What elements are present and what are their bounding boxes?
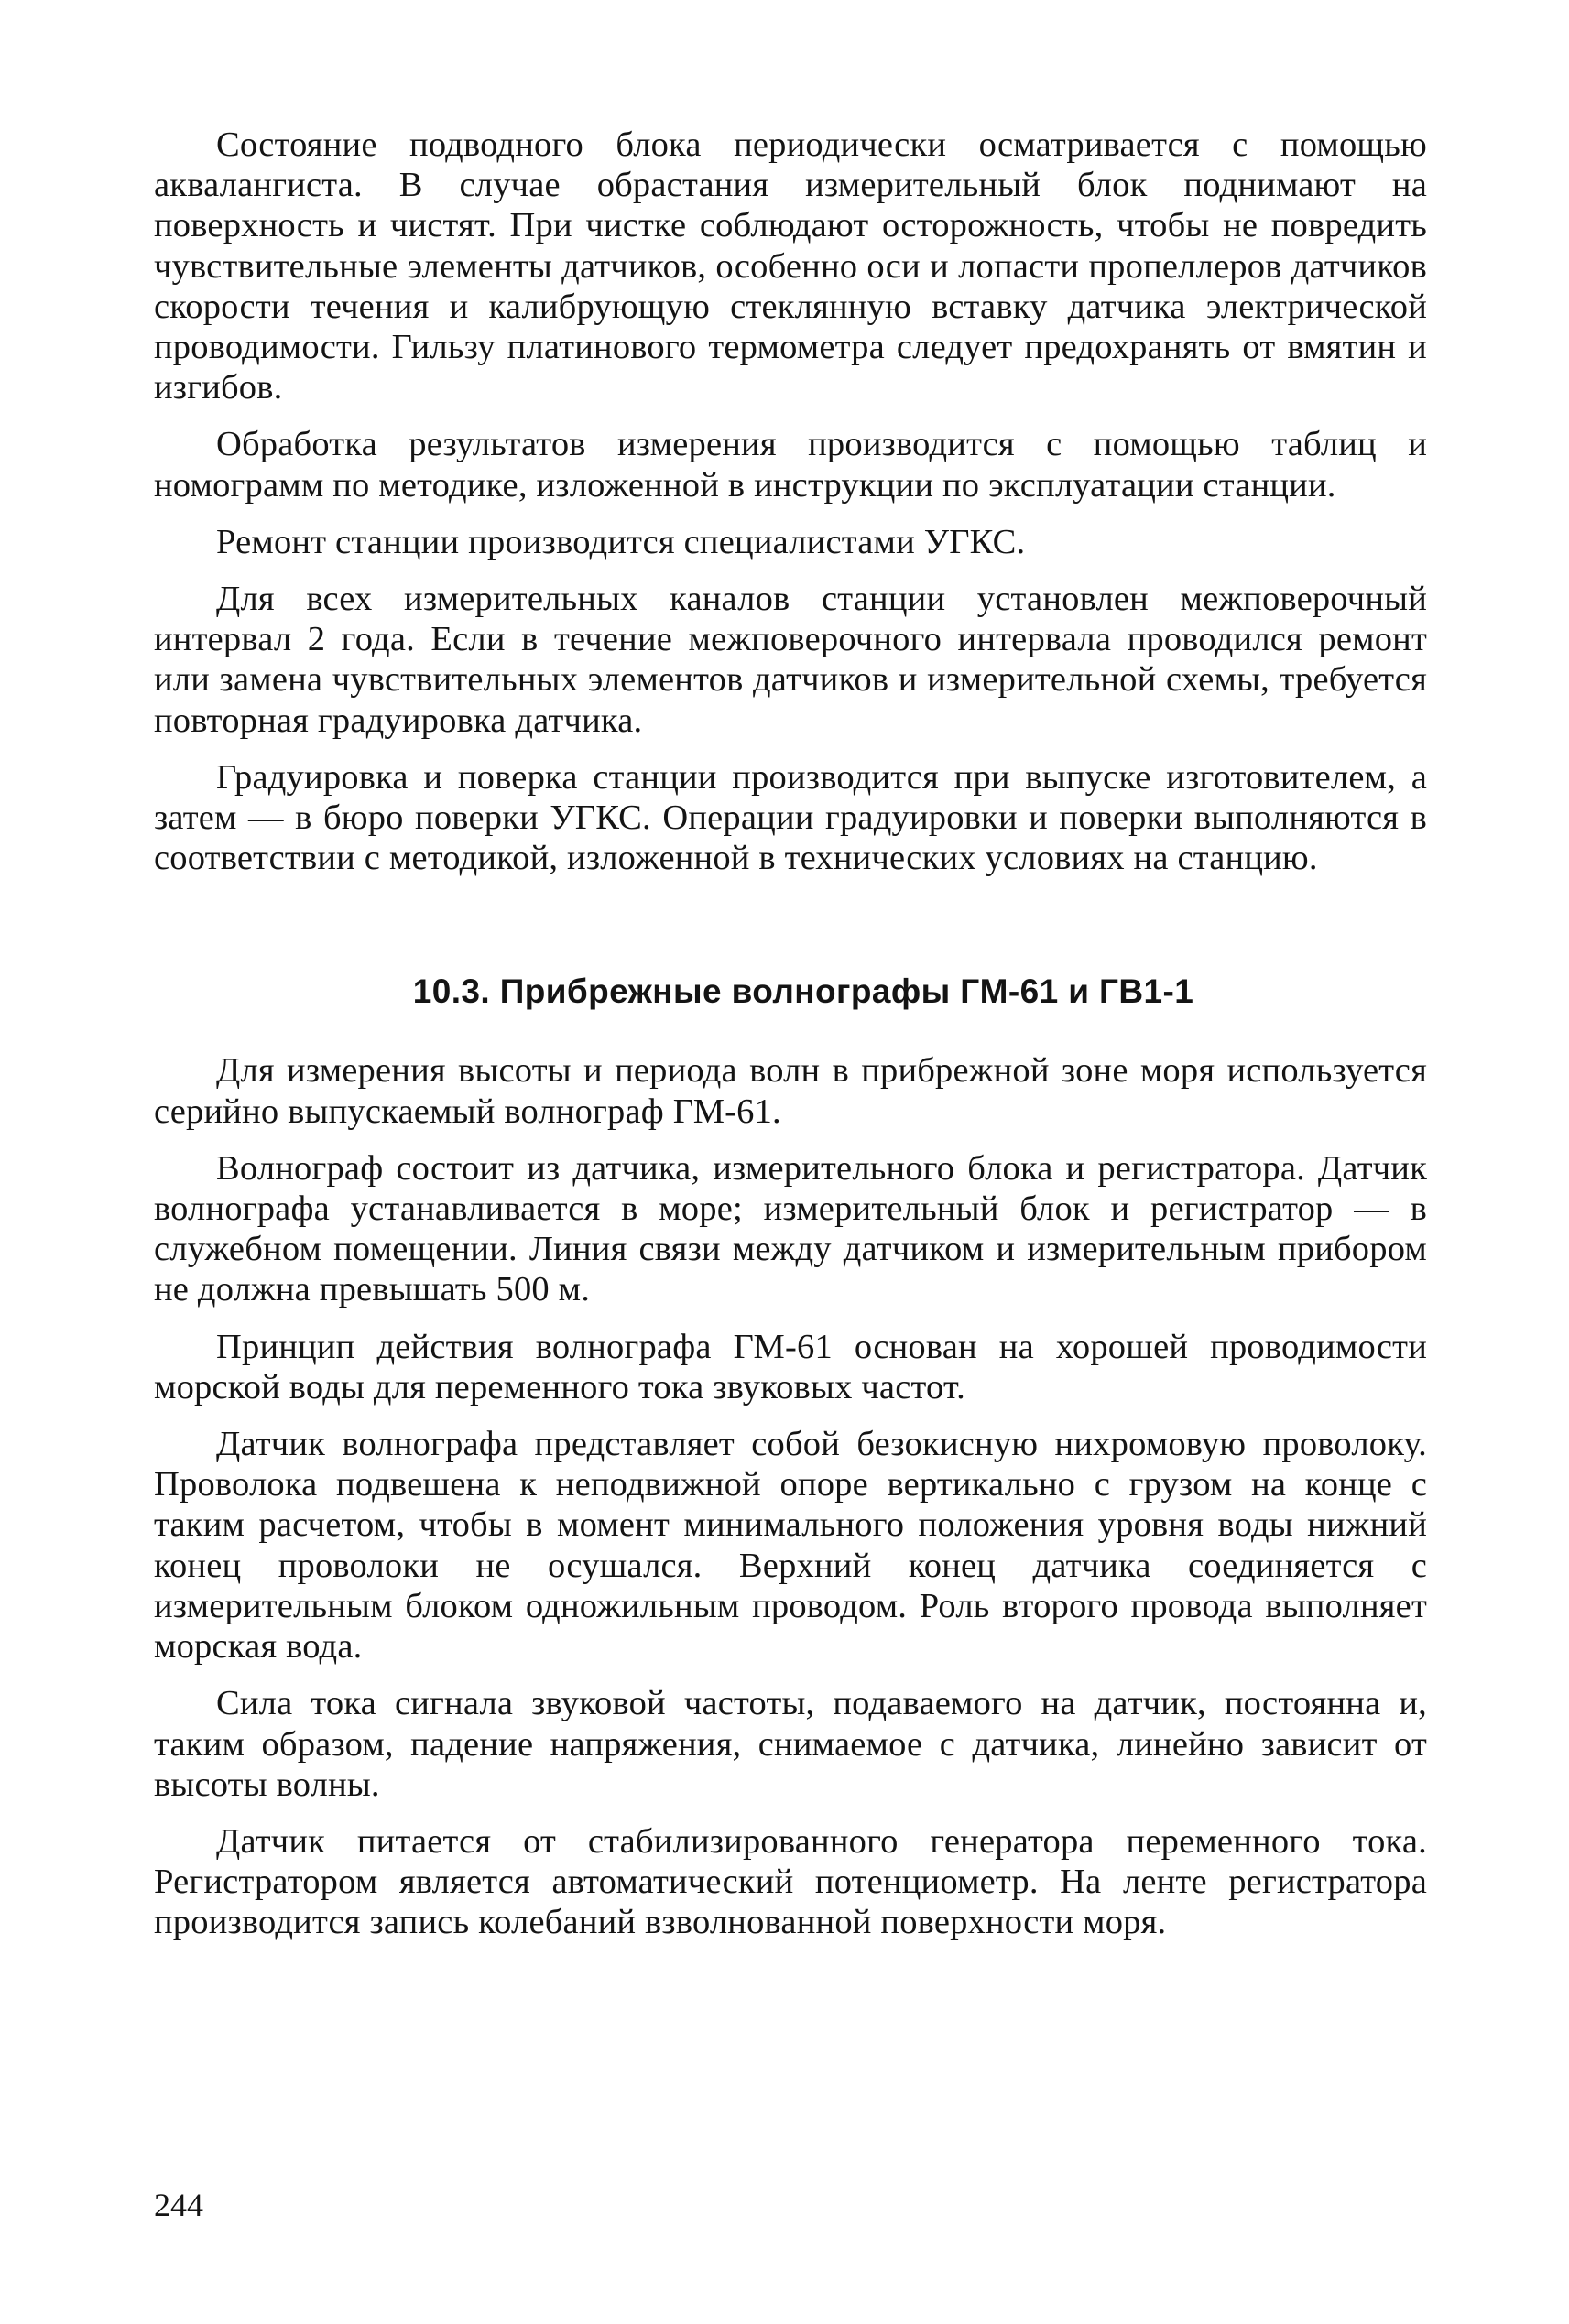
paragraph-results-processing: Обработка результатов измерения производится с помощью таблиц и номограмм по методике, изложенной в инструкции по эксплуатации станции. <box>154 425 1427 505</box>
paragraph-underwater-block-maintenance: Состояние подводного блока периодически осматривается с помощью аквалангиста. В случае обрастания измерительный блок поднимают на поверхность и чистят. При чистке соблюдают осторожность, чтобы не повредить чувствительные элементы датчиков, особенно оси и лопасти пропеллеров датчиков скорости течения и калибрующую стеклянную вставку датчика электрической проводимости. Гильзу платинового термометра следует предохранять от вмятин и изгибов. <box>154 125 1427 407</box>
paragraph-operating-principle: Принцип действия волнографа ГМ-61 основан на хорошей проводимости морской воды для переменного тока звуковых частот. <box>154 1327 1427 1406</box>
page-body <box>154 125 1427 1960</box>
paragraph-calibration-interval: Для всех измерительных каналов станции установлен межповерочный интервал 2 года. Если в течение межповерочного интервала проводился ремонт или замена чувствительных элементов датчиков и измерительной схемы, требуется повторная градуировка датчика. <box>154 580 1427 740</box>
paragraph-station-repair: Ремонт станции производится специалистами УГКС. <box>216 522 1026 561</box>
page-number: 244 <box>154 2187 203 2223</box>
paragraph-signal-current: Сила тока сигнала звуковой частоты, подаваемого на датчик, постоянна и, таким образом, падение напряжения, снимаемое с датчика, линейно зависит от высоты волны. <box>154 1684 1427 1804</box>
paragraph-power-and-recorder: Датчик питается от стабилизированного генератора переменного тока. Регистратором является автоматический потенциометр. На ленте регистратора производится запись колебаний взволнованной поверхности моря. <box>154 1821 1427 1942</box>
paragraph-wave-measurement: Для измерения высоты и периода волн в прибрежной зоне моря используется серийно выпускаемый волнограф ГМ-61. <box>154 1051 1427 1131</box>
paragraph-wavegraph-components: Волнограф состоит из датчика, измерительного блока и регистратора. Датчик волнографа устанавливается в море; измерительный блок и регистратор — в служебном помещении. Линия связи между датчиком и измерительным прибором не должна превышать 500 м. <box>154 1148 1427 1309</box>
section-heading: 10.3. Прибрежные волнографы ГМ-61 и ГВ1-1 <box>412 972 1194 1011</box>
paragraph-calibration-verification: Градуировка и поверка станции производится при выпуске изготовителем, а затем — в бюро поверки УГКС. Операции градуировки и поверки выполняются в соответствии с методикой, изложенной в технических условиях на станцию. <box>154 757 1427 878</box>
paragraph-sensor-description: Датчик волнографа представляет собой безокисную нихромовую проволоку. Проволока подвешена к неподвижной опоре вертикально с грузом на конце с таким расчетом, чтобы в момент минимального положения уровня воды нижний конец проволоки не осушался. Верхний конец датчика соединяется с измерительным блоком одножильным проводом. Роль второго провода выполняет морская вода. <box>154 1425 1427 1667</box>
